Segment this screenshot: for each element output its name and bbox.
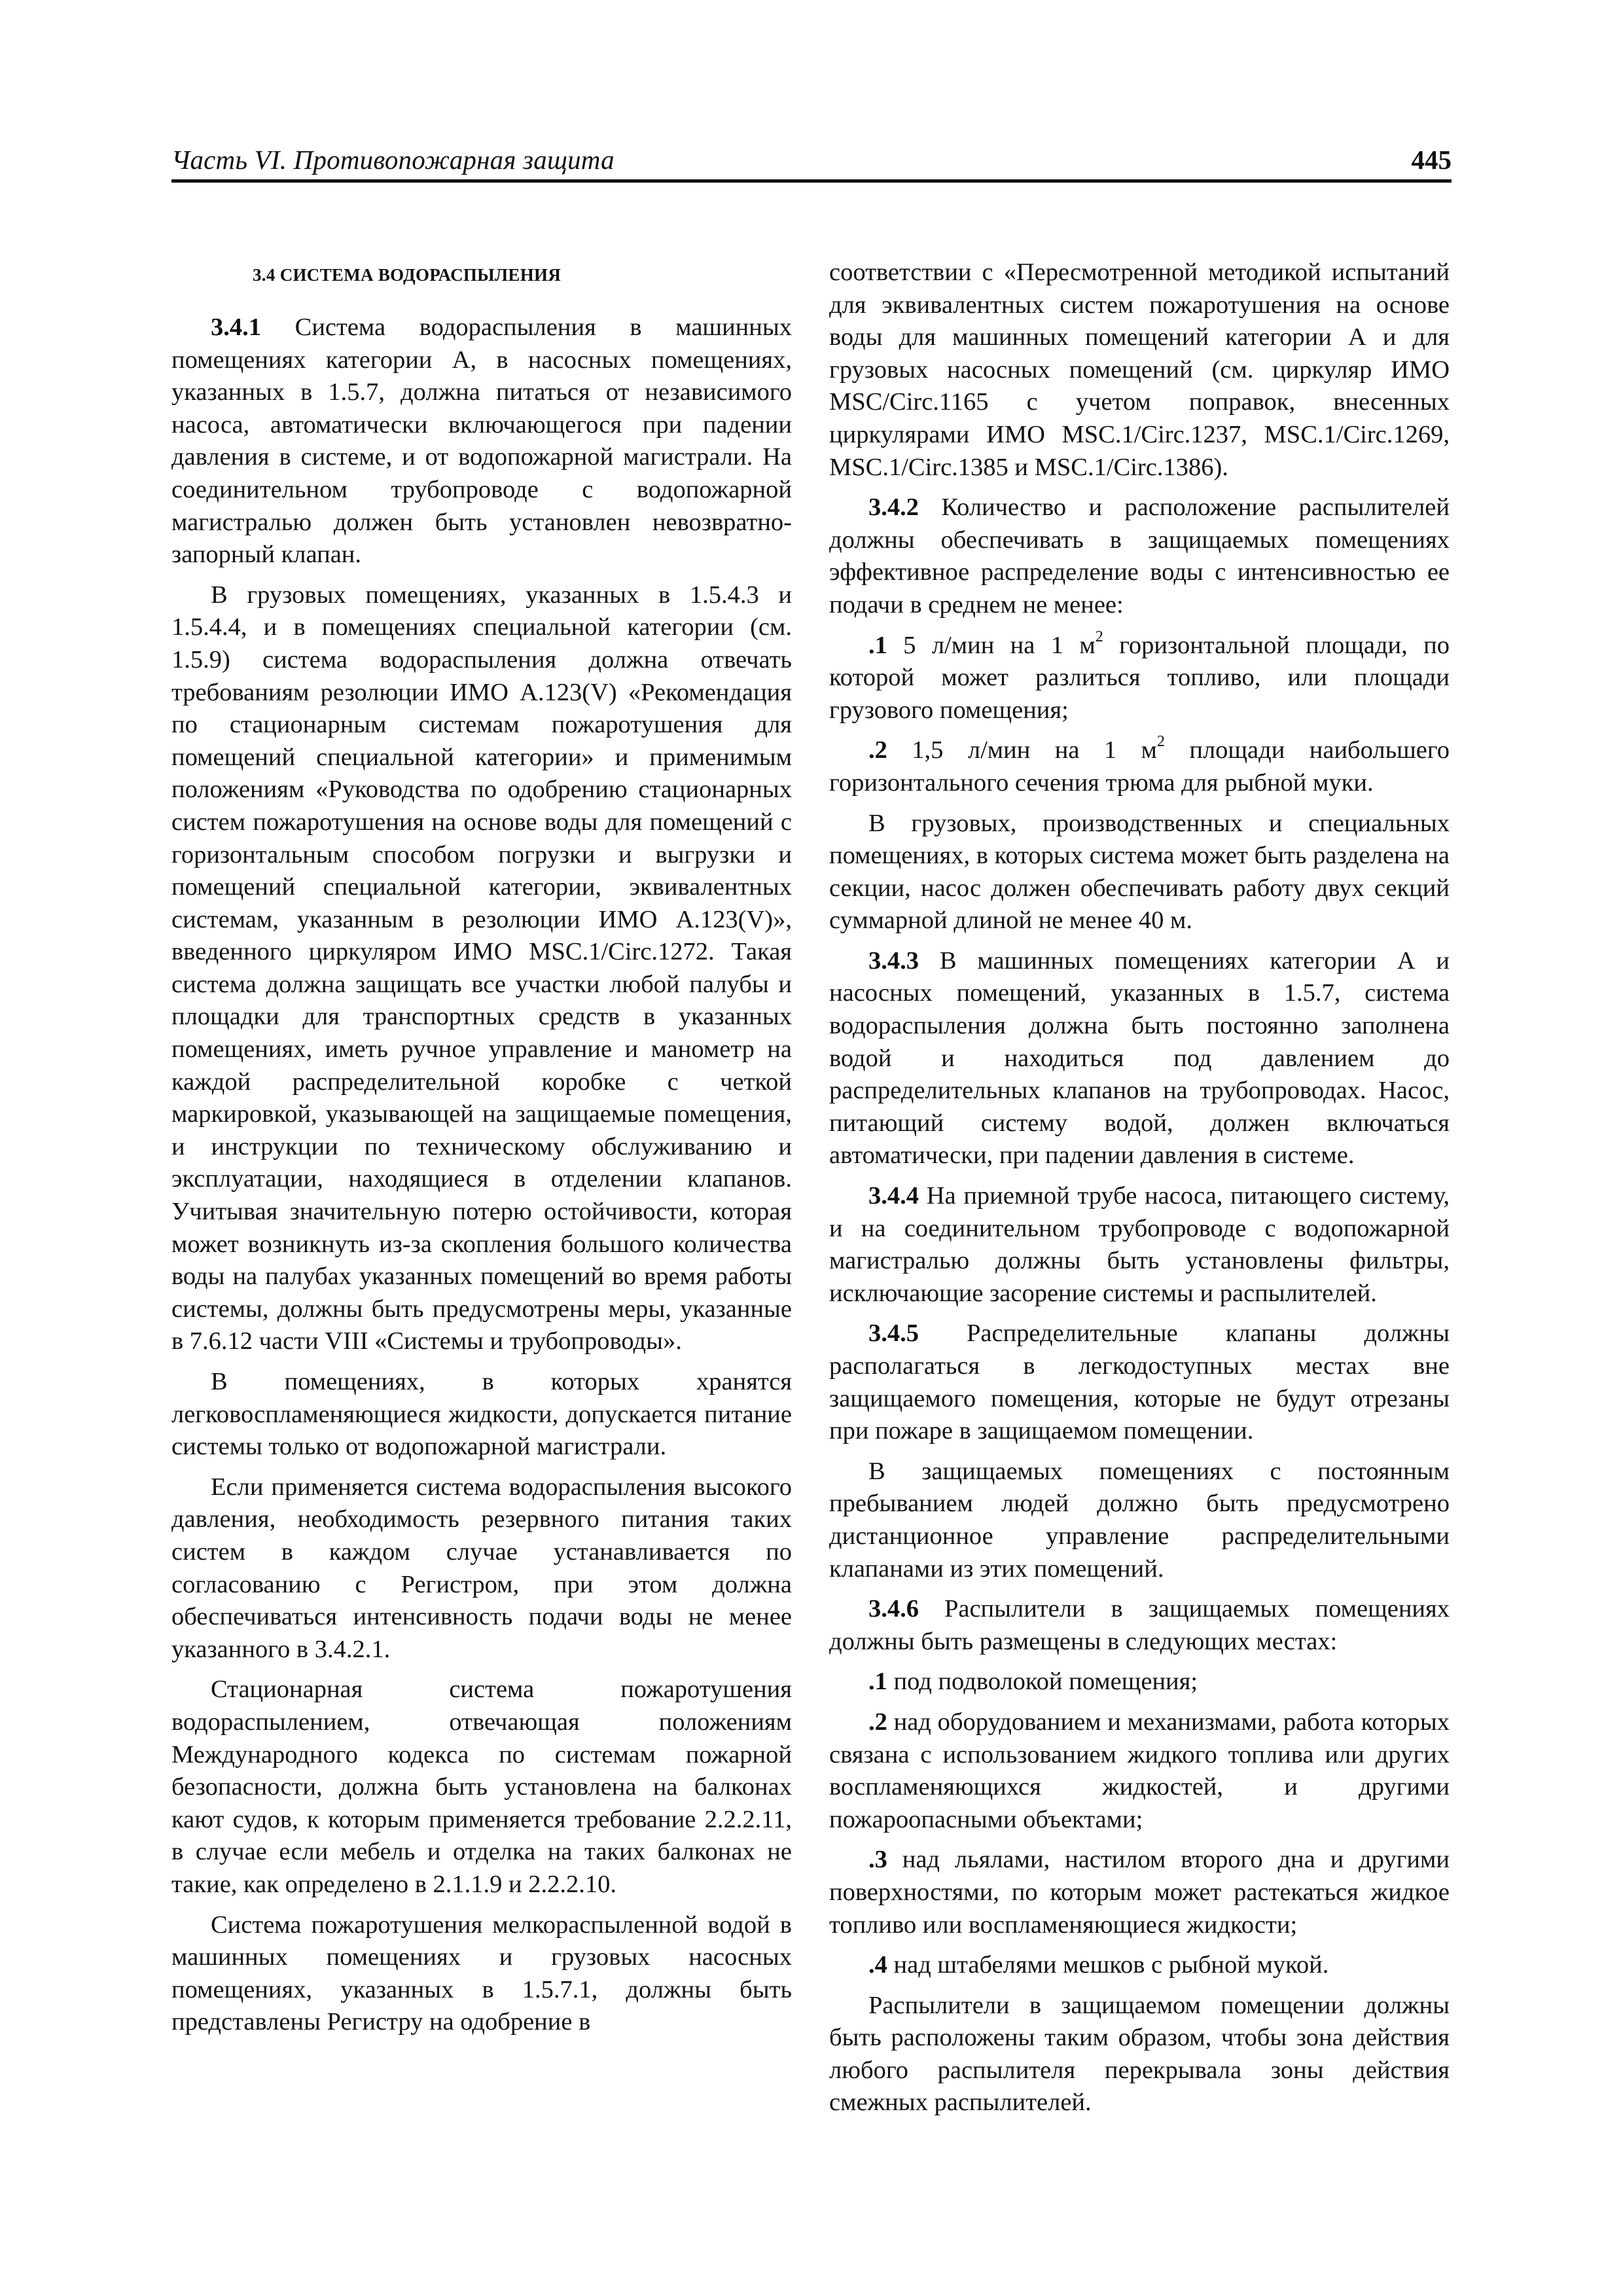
right-column (829, 257, 1450, 2127)
paragraph-continuation (829, 257, 1450, 484)
superscript: 2 (1156, 733, 1165, 751)
paragraph-3-4-3 (829, 945, 1450, 1172)
paragraph-cargo-spaces (171, 579, 792, 1358)
item-number: .1 (868, 1668, 887, 1696)
paragraph-remote-control (829, 1456, 1450, 1585)
paragraph-text: Система водораспыления в машинных помещениях категории А, в насосных помещениях, указанных в 1.5.7, должна питаться от независимого насоса, автоматически включающегося при падении давления в системе, и от водопожарной магистрали. На соединительном трубопроводе с водопожарной магистралью должен быть установлен невозвратно-запорный клапан. (171, 314, 792, 569)
paragraph-text: В помещениях, в которых хранятся легковоспламеняющиеся жидкости, допускается питание системы только от водопожарной магистрали. (171, 1368, 792, 1461)
clause-number: 3.4.3 (868, 946, 919, 975)
paragraph-text: Количество и расположение распылителей должны обеспечивать в защищаемых помещениях эффективное распределение воды с интенсивностью ее подачи в среднем не менее: (829, 493, 1450, 619)
paragraph-text: Система пожаротушения мелкораспыленной водой в машинных помещениях и грузовых насосных помещениях, указанных в 1.5.7.1, должны быть представлены Регистру на одобрение в (171, 1910, 792, 2036)
item-text: горизонтальной площади, по которой может разлиться топливо, или площади грузового помещения; (829, 631, 1450, 724)
paragraph-text: В защищаемых помещениях с постоянным пребыванием людей должно быть предусмотрено дистанционное управление распределительными клапанами из этих помещений. (829, 1457, 1450, 1583)
running-header (171, 140, 1452, 183)
clause-number: 3.4.6 (868, 1595, 919, 1623)
paragraph-text: Распылители в защищаемом помещении должны быть расположены таким образом, чтобы зона действия любого распылителя перекрывала зоны действия смежных распылителей. (829, 1991, 1450, 2117)
paragraph-coverage (829, 1990, 1450, 2119)
clause-number: 3.4.4 (868, 1182, 919, 1210)
paragraph-3-4-1 (171, 312, 792, 571)
list-item-3-4-6-4 (829, 1949, 1450, 1982)
left-column (171, 255, 792, 2047)
superscript: 2 (1095, 628, 1103, 645)
clause-number: 3.4.1 (211, 314, 261, 341)
paragraph-text: Если применяется система водораспыления высокого давления, необходимость резервного питания таких систем в каждом случае устанавливается по согласованию с Регистром, при этом должна обеспечиваться интенсивность подачи воды не менее указанного в 3.4.2.1. (171, 1473, 792, 1663)
clause-number: 3.4.2 (868, 493, 919, 522)
item-number: .1 (868, 631, 887, 659)
list-item-3-4-2-1 (829, 630, 1450, 727)
list-item-3-4-6-1 (829, 1666, 1450, 1698)
paragraph-text: Стационарная система пожаротушения водораспылением, отвечающая положениям Международного кодекса по системам пожарной безопасности, должна быть установлена на балконах кают судов, к которым применяется требование 2.2.2.11, в случае если мебель и отделка на таких балконах не такие, как определено в 2.1.1.9 и 2.2.2.10. (171, 1676, 792, 1898)
paragraph-balconies (171, 1674, 792, 1901)
paragraph-flammable-liquids (171, 1366, 792, 1463)
item-number: .2 (868, 736, 887, 764)
list-item-3-4-6-3 (829, 1844, 1450, 1941)
item-text: площади наибольшего горизонтального сечения трюма для рыбной муки. (829, 736, 1450, 797)
paragraph-3-4-2 (829, 492, 1450, 621)
paragraph-3-4-5 (829, 1318, 1450, 1447)
item-number: .3 (868, 1846, 887, 1874)
paragraph-sections (829, 808, 1450, 937)
list-item-3-4-6-2 (829, 1706, 1450, 1836)
paragraph-3-4-6 (829, 1593, 1450, 1658)
item-text: 5 л/мин на 1 м (887, 631, 1096, 659)
paragraph-text: В грузовых, производственных и специальных помещениях, в которых система может быть разделена на секции, насос должен обеспечивать работу двух секций суммарной длиной не менее 40 м. (829, 809, 1450, 935)
item-number: .4 (868, 1951, 887, 1979)
item-number: .2 (868, 1708, 887, 1736)
section-title: 3.4 СИСТЕМА ВОДОРАСПЫЛЕНИЯ (253, 265, 562, 285)
paragraph-text: В грузовых помещениях, указанных в 1.5.4.3 и 1.5.4.4, и в помещениях специальной категории (см. 1.5.9) система водораспыления должна отвечать требованиям резолюции ИМО А.123(V) «Рекомендация по стационарным системам пожаротушения для помещений специальной категории» и применимым положениям «Руководства по одобрению стационарных систем пожаротушения на основе воды для помещений с горизонтальным способом погрузки и выгрузки и помещений специальной категории, эквивалентных системам, указанным в резолюции ИМО А.123(V)», введенного циркуляром ИМО MSC.1/Circ.1272. Такая система должна защищать все участки любой палубы и площадки для транспортных средств в указанных помещениях, иметь ручное управление и манометр на каждой распределительной коробке с четкой маркировкой, указывающей на защищаемые помещения, и инструкции по техническому обслуживанию и эксплуатации, находящиеся в отделении клапанов. Учитывая значительную потерю остойчивости, которая может возникнуть из-за скопления большого количества воды на палубах указанных помещений во время работы системы, должны быть предусмотрены меры, указанные в 7.6.12 части VIII «Системы и трубопроводы». (171, 581, 792, 1355)
paragraph-3-4-4 (829, 1180, 1450, 1310)
item-text: над оборудованием и механизмами, работа которых связана с использованием жидкого топлива или других воспламеняющихся жидкостей, и другими пожароопасными объектами; (829, 1708, 1450, 1833)
paragraph-text: Распределительные клапаны должны располагаться в легкодоступных местах вне защищаемого помещения, которые не будут отрезаны при пожаре в защищаемом помещении. (829, 1319, 1450, 1445)
page-number: 445 (1411, 145, 1452, 175)
paragraph-high-pressure (171, 1471, 792, 1666)
clause-number: 3.4.5 (868, 1319, 919, 1348)
item-text: 1,5 л/мин на 1 м (887, 736, 1157, 764)
paragraph-text: соответствии с «Пересмотренной методикой испытаний для эквивалентных систем пожаротушения на основе воды для машинных помещений категории А и для грузовых насосных помещений (см. циркуляр ИМО MSC/Circ.1165 с учетом поправок, внесенных циркулярами ИМО MSC.1/Circ.1237, MSC.1/Circ.1269, MSC.1/Circ.1385 и MSC.1/Circ.1386). (829, 259, 1450, 481)
paragraph-water-mist (171, 1909, 792, 2039)
paragraph-text: В машинных помещениях категории А и насосных помещений, указанных в 1.5.7, система водораспыления должна быть постоянно заполнена водой и находиться под давлением до распределительных клапанов на трубопроводах. Насос, питающий систему водой, должен включаться автоматически, при падении давления в системе. (829, 946, 1450, 1170)
list-item-3-4-2-2 (829, 734, 1450, 799)
running-title: Часть VI. Противопожарная защита (171, 145, 615, 175)
item-text: под подволокой помещения; (887, 1668, 1198, 1696)
item-text: над штабелями мешков с рыбной мукой. (887, 1951, 1329, 1979)
paragraph-text: На приемной трубе насоса, питающего систему, и на соединительном трубопроводе с водопожарной магистралью должны быть установлены фильтры, исключающие засорение системы и распылителей. (829, 1182, 1450, 1307)
item-text: над льялами, настилом второго дна и другими поверхностями, по которым может растекаться жидкое топливо или воспламеняющиеся жидкости; (829, 1846, 1450, 1939)
paragraph-text: Распылители в защищаемых помещениях должны быть размещены в следующих местах: (829, 1595, 1450, 1655)
